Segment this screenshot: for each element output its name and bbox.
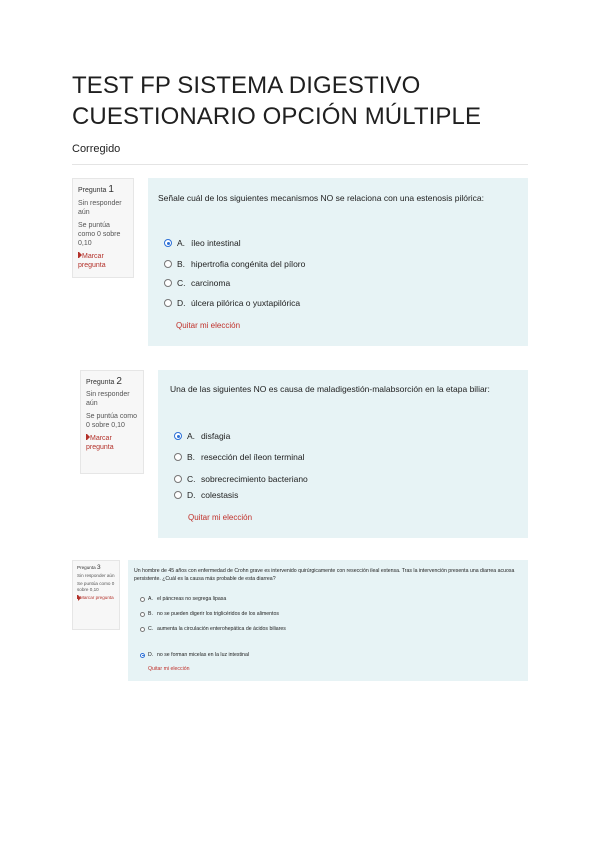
option-c[interactable]: C. sobrecrecimiento bacteriano <box>174 474 308 484</box>
option-a[interactable]: A. íleo intestinal <box>164 238 241 248</box>
question-2-card <box>158 370 528 538</box>
radio-button[interactable] <box>174 475 182 483</box>
page-title <box>72 70 481 132</box>
option-b[interactable]: B. no se pueden digerir los triglicéridos de los alimentos <box>140 611 279 617</box>
question-points: Se puntúa como 0 sobre 0,10 <box>86 413 137 429</box>
question-number: Pregunta 2 <box>86 376 122 387</box>
clear-choice-link[interactable]: Quitar mi elección <box>148 666 190 672</box>
clear-choice-link[interactable]: Quitar mi elección <box>176 321 241 330</box>
status-label: Corregido <box>72 143 121 155</box>
radio-button[interactable] <box>140 597 145 602</box>
flag-icon <box>78 252 79 258</box>
question-points: Se puntúa como 0 sobre 0,10 <box>78 222 121 247</box>
title-line-2: CUESTIONARIO OPCIÓN MÚLTIPLE <box>72 103 482 130</box>
radio-button[interactable] <box>140 653 145 658</box>
option-b[interactable]: B. resección del íleon terminal <box>174 452 304 462</box>
option-c[interactable]: C. aumenta la circulación enterohepática de ácidos biliares <box>140 626 286 632</box>
flag-question-link[interactable]: Marcar pregunta <box>77 595 115 601</box>
radio-button[interactable] <box>174 453 182 461</box>
flag-question-link[interactable]: Marcar pregunta <box>86 435 114 451</box>
question-text: Un hombre de 45 años con enfermedad de Crohn grave es intervenido quirúrgicamente con resección ileal extensa. Tras la intervención presenta una diarrea acuosa persistente. ¿Cuál es la causa más probable de esta diarrea? <box>134 568 515 582</box>
option-a[interactable]: A. disfagia <box>174 431 230 441</box>
option-d[interactable]: D. colestasis <box>174 490 238 500</box>
flag-question-link[interactable]: Marcar pregunta <box>78 253 106 269</box>
question-2-info <box>80 370 144 474</box>
question-1-info <box>72 178 134 278</box>
radio-button[interactable] <box>164 279 172 287</box>
option-a[interactable]: A. el páncreas no segrega lipasa <box>140 596 226 602</box>
question-text: Señale cuál de los siguientes mecanismos NO se relaciona con una estenosis pilórica: <box>158 193 485 203</box>
option-c[interactable]: C. carcinoma <box>164 278 230 288</box>
radio-button[interactable] <box>140 627 145 632</box>
option-d[interactable]: D. úlcera pilórica o yuxtapilórica <box>164 298 300 308</box>
option-b[interactable]: B. hipertrofia congénita del píloro <box>164 259 305 269</box>
flag-icon <box>77 595 78 599</box>
radio-button[interactable] <box>164 299 172 307</box>
question-number: Pregunta 3 <box>77 564 101 571</box>
question-text: Una de las siguientes NO es causa de maladigestión-malabsorción en la etapa biliar: <box>170 384 490 394</box>
question-1-card <box>148 178 528 346</box>
radio-button[interactable] <box>140 612 145 617</box>
radio-button[interactable] <box>164 239 172 247</box>
option-d[interactable]: D. no se forman micelas en la luz intestinal <box>140 652 249 658</box>
question-3-info <box>72 560 120 630</box>
question-status: Sin responder aún <box>78 200 122 216</box>
divider <box>72 164 528 165</box>
flag-icon <box>86 434 87 440</box>
radio-button[interactable] <box>174 491 182 499</box>
question-number: Pregunta 1 <box>78 184 114 195</box>
radio-button[interactable] <box>164 260 172 268</box>
radio-button[interactable] <box>174 432 182 440</box>
clear-choice-link[interactable]: Quitar mi elección <box>188 513 253 522</box>
title-line-1: TEST FP SISTEMA DIGESTIVO <box>72 72 421 99</box>
question-status: Sin responder aún <box>77 573 115 578</box>
question-points: Se puntúa como 0 sobre 0,10 <box>77 581 115 592</box>
question-3-card <box>128 560 528 681</box>
question-status: Sin responder aún <box>86 391 130 407</box>
